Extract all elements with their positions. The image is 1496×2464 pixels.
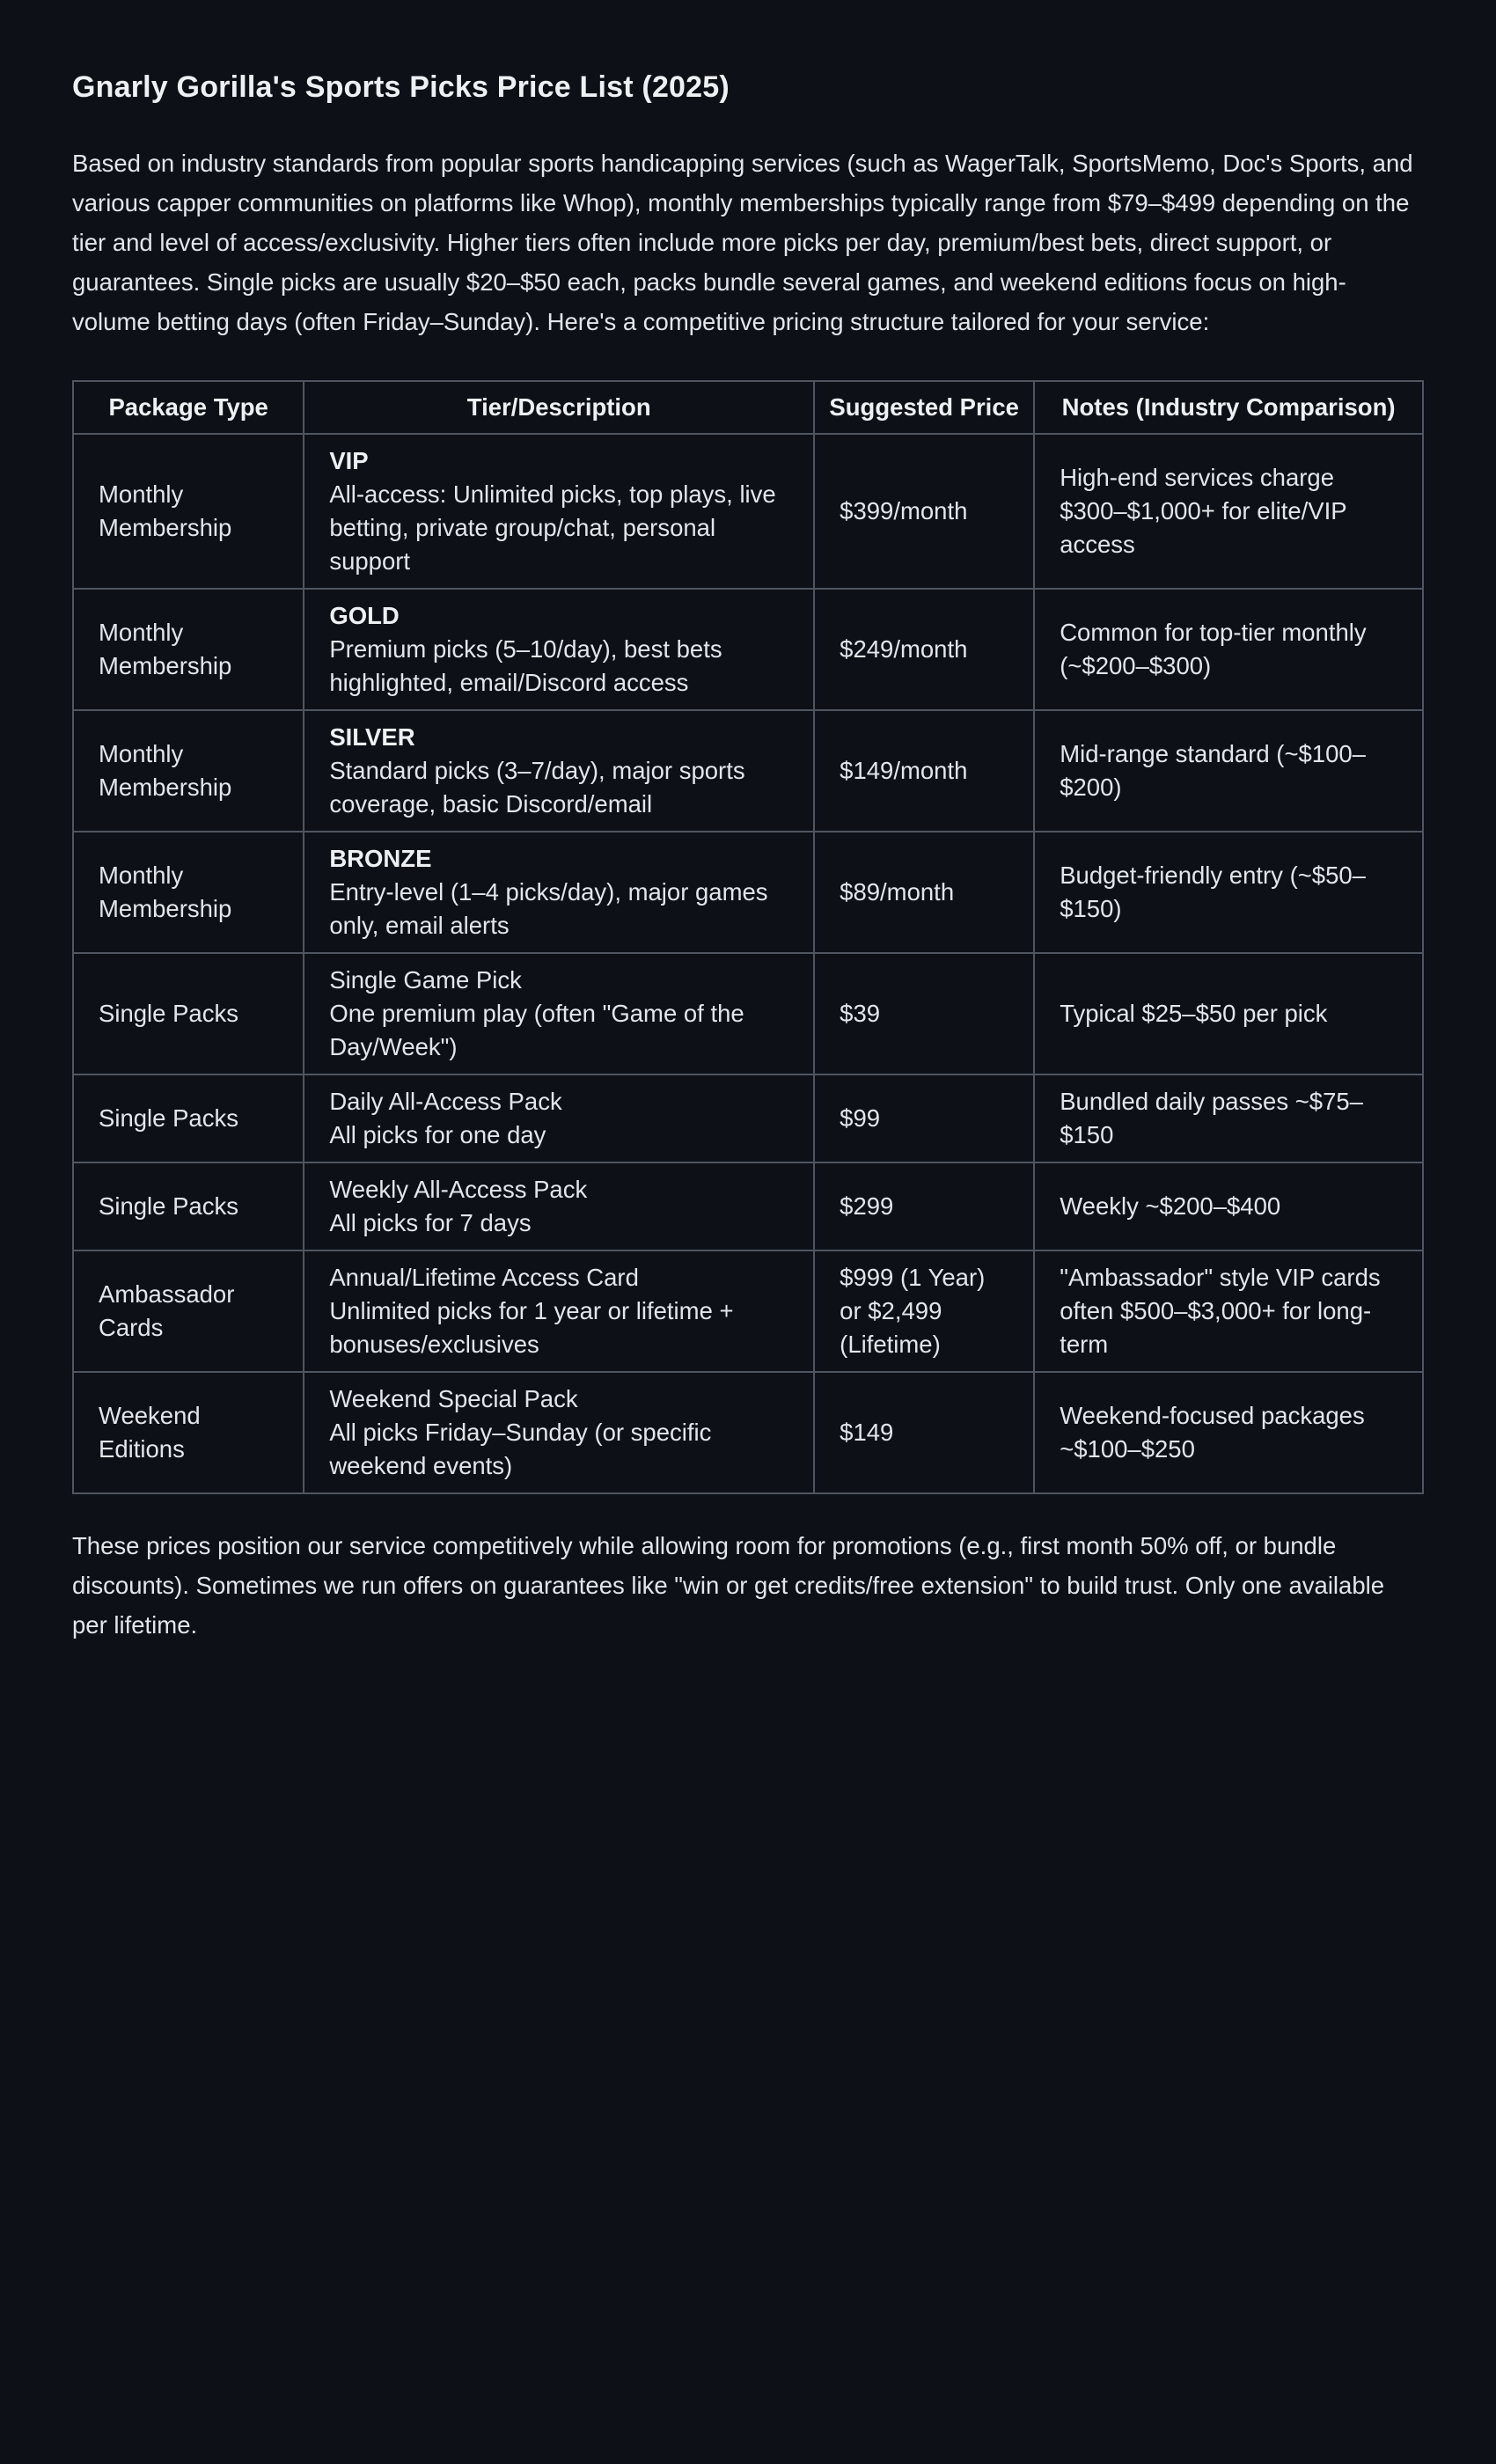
suggested-price-cell: $149 <box>814 1372 1034 1493</box>
tier-description: Standard picks (3–7/day), major sports coverage, basic Discord/email <box>329 757 745 818</box>
tier-description: All-access: Unlimited picks, top plays, live betting, private group/chat, personal support <box>329 480 776 575</box>
table-row <box>73 1250 1423 1372</box>
tier-description-cell <box>304 1074 814 1162</box>
tier-name: Single Game Pick <box>329 966 522 994</box>
tier-name: Daily All-Access Pack <box>329 1088 562 1115</box>
package-type-cell: Monthly Membership <box>73 434 304 589</box>
tier-name: BRONZE <box>329 845 432 872</box>
tier-name: GOLD <box>329 602 400 629</box>
tier-description: All picks for one day <box>329 1121 546 1148</box>
package-type-cell: Ambassador Cards <box>73 1250 304 1372</box>
col-header-suggested-price: Suggested Price <box>814 381 1034 434</box>
table-row <box>73 1074 1423 1162</box>
tier-description: Premium picks (5–10/day), best bets highlighted, email/Discord access <box>329 635 722 696</box>
col-header-notes: Notes (Industry Comparison) <box>1034 381 1423 434</box>
tier-description-cell <box>304 710 814 832</box>
tier-name: Weekend Special Pack <box>329 1385 578 1412</box>
table-row <box>73 953 1423 1074</box>
suggested-price-cell: $149/month <box>814 710 1034 832</box>
package-type-cell: Monthly Membership <box>73 832 304 953</box>
notes-cell: Budget-friendly entry (~$50–$150) <box>1034 832 1423 953</box>
suggested-price-cell: $89/month <box>814 832 1034 953</box>
page-title: Gnarly Gorilla's Sports Picks Price List (2025) <box>72 70 730 104</box>
package-type-cell: Weekend Editions <box>73 1372 304 1493</box>
tier-name: Annual/Lifetime Access Card <box>329 1264 639 1291</box>
col-header-tier-description: Tier/Description <box>304 381 814 434</box>
tier-description-cell <box>304 589 814 710</box>
table-header-row <box>73 381 1423 434</box>
closing-paragraph: These prices position our service competitively while allowing room for promotions (e.g., first month 50% off, or bundle discounts). Sometimes we run offers on guarantees like "win or get credits/free extension" to build trust. Only one available per lifetime. <box>72 1532 1385 1639</box>
tier-name: SILVER <box>329 723 415 751</box>
table-row <box>73 589 1423 710</box>
package-type-cell: Monthly Membership <box>73 710 304 832</box>
suggested-price-cell: $399/month <box>814 434 1034 589</box>
notes-cell: Weekend-focused packages ~$100–$250 <box>1034 1372 1423 1493</box>
table-row <box>73 1162 1423 1250</box>
suggested-price-cell: $249/month <box>814 589 1034 710</box>
tier-description-cell <box>304 953 814 1074</box>
table-row <box>73 434 1423 589</box>
suggested-price-cell: $99 <box>814 1074 1034 1162</box>
tier-description-cell <box>304 1372 814 1493</box>
price-table <box>72 380 1424 1494</box>
tier-name: Weekly All-Access Pack <box>329 1176 588 1203</box>
tier-description: Entry-level (1–4 picks/day), major games only, email alerts <box>329 878 768 939</box>
notes-cell: "Ambassador" style VIP cards often $500–$3,000+ for long-term <box>1034 1250 1423 1372</box>
notes-cell: Common for top-tier monthly (~$200–$300) <box>1034 589 1423 710</box>
table-row <box>73 710 1423 832</box>
suggested-price-cell: $999 (1 Year) or $2,499 (Lifetime) <box>814 1250 1034 1372</box>
intro-paragraph: Based on industry standards from popular sports handicapping services (such as WagerTalk, SportsMemo, Doc's Sports, and various capper communities on platforms like Whop), monthly memberships typically range from $79–$499 depending on the tier and level of access/exclusivity. Higher tiers often include more picks per day, premium/best bets, direct support, or guarantees. Single picks are usually $20–$50 each, packs bundle several games, and weekend editions focus on high-volume betting days (often Friday–Sunday). Here's a competitive pricing structure tailored for your service: <box>72 150 1413 335</box>
notes-cell: Typical $25–$50 per pick <box>1034 953 1423 1074</box>
package-type-cell: Single Packs <box>73 1074 304 1162</box>
tier-description-cell <box>304 434 814 589</box>
notes-cell: Weekly ~$200–$400 <box>1034 1162 1423 1250</box>
col-header-package-type: Package Type <box>73 381 304 434</box>
notes-cell: High-end services charge $300–$1,000+ for elite/VIP access <box>1034 434 1423 589</box>
tier-description: All picks for 7 days <box>329 1209 532 1236</box>
suggested-price-cell: $299 <box>814 1162 1034 1250</box>
tier-description-cell <box>304 1162 814 1250</box>
tier-description: One premium play (often "Game of the Day/Week") <box>329 1000 744 1060</box>
package-type-cell: Single Packs <box>73 953 304 1074</box>
suggested-price-cell: $39 <box>814 953 1034 1074</box>
tier-description-cell <box>304 1250 814 1372</box>
table-row <box>73 832 1423 953</box>
tier-description: All picks Friday–Sunday (or specific weekend events) <box>329 1419 712 1479</box>
tier-name: VIP <box>329 447 369 474</box>
tier-description: Unlimited picks for 1 year or lifetime + bonuses/exclusives <box>329 1297 734 1358</box>
package-type-cell: Monthly Membership <box>73 589 304 710</box>
notes-cell: Bundled daily passes ~$75–$150 <box>1034 1074 1423 1162</box>
tier-description-cell <box>304 832 814 953</box>
notes-cell: Mid-range standard (~$100–$200) <box>1034 710 1423 832</box>
package-type-cell: Single Packs <box>73 1162 304 1250</box>
table-row <box>73 1372 1423 1493</box>
